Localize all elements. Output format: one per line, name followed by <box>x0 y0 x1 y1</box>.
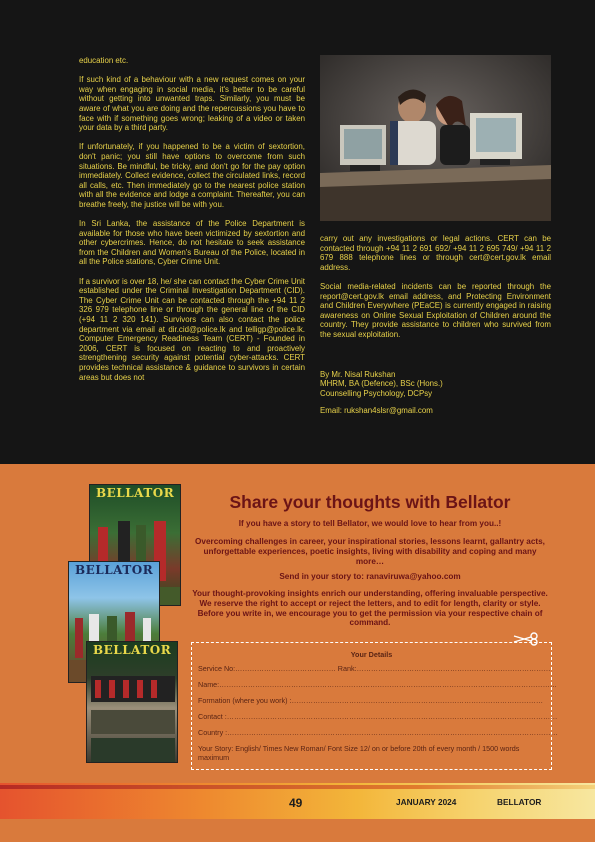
article-paragraph: Social media-related incidents can be reported through the report@cert.gov.lk email address, and Protecting Environment and Children Everywhere (PEaCE) is currently engaged in raising awareness on Online Sexual Exploitation of Children around the country. They provide assistance to children who survived from the sexual exploitation. <box>320 281 551 339</box>
contact-field[interactable]: Contact :………………………………………………………………………………………………………………………… <box>198 712 558 721</box>
cover-masthead: BELLATOR <box>93 643 172 657</box>
formation-field[interactable]: Formation (where you work) :…………………………………………………………………………………………… <box>198 696 544 705</box>
article-paragraph: In Sri Lanka, the assistance of the Police Department is available for those who have been victimized by sextortion and other cybercrimes. Hence, do not hesitate to seek assistance from the Children and Women's Bureau of the Police, located in all the Police stations, Cyber Crime Unit. <box>79 219 305 267</box>
cover-masthead: BELLATOR <box>96 486 175 500</box>
share-title: Share your thoughts with Bellator <box>229 492 511 512</box>
parade-photo <box>87 658 178 763</box>
article-photo <box>320 55 551 221</box>
author-credentials: MHRM, BA (Defence), BSc (Hons.) <box>320 379 443 389</box>
share-terms: Your thought-provoking insights enrich our understanding, offering invaluable perspective. We reserve the right to accept or reject the letters, and to edit for length, clarity or style. Before you write in, we encourage you to get the permission via your respective chain of command. <box>192 589 548 628</box>
country-field[interactable]: Country :………………………………………………………………………………………………………………………… <box>198 728 558 737</box>
man-woman-computer-illustration <box>320 55 551 221</box>
magazine-name: BELLATOR <box>497 797 542 807</box>
article-paragraph: education etc. <box>79 56 129 65</box>
author-credentials: Counselling Psychology, DCPsy <box>320 388 433 398</box>
author-block <box>320 370 551 416</box>
article-left-column <box>79 56 305 392</box>
details-form <box>191 642 558 770</box>
cover-masthead: BELLATOR <box>75 563 154 577</box>
article-right-column <box>320 234 551 416</box>
share-topics: Overcoming challenges in career, your inspirational stories, lessons learnt, gallantry acts, unforgettable experiences, poetic insights, living with disability and coping and many more… <box>195 537 545 566</box>
share-email: Send in your story to: ranaviruwa@yahoo.com <box>279 572 461 581</box>
article-paragraph: If a survivor is over 18, he/ she can contact the Cyber Crime Unit established under the Criminal Investigation Department (CID). The Cyber Crime Unit can be contacted through the +94 11 2 326 979 telephone line or through the general line of the CID (+94 11 2 320 141). Survivors can also contact the police department via email at dir.cid@police.lk and telligp@police.lk. Computer Emergency Readiness Team (CERT) - Founded in 2006, CERT is focused on reacting to and proactively strengthening security against potential cyber-attacks. CERT provides technical assistance & guidance to survivors in certain areas but does not <box>79 276 305 382</box>
form-title: Your Details <box>350 650 393 659</box>
article-paragraph: carry out any investigations or legal actions. CERT can be contacted through +94 11 2 691 692/ +94 11 2 695 749/ +94 11 2 679 888 telephone lines or through cert@cert.gov.lk email address. <box>320 234 551 272</box>
issue-date: JANUARY 2024 <box>396 797 457 807</box>
article-paragraph: If such kind of a behaviour with a new request comes on your way when engaging in social media, it's better to be careful without getting into unwanted traps. Similarly, you must be aware of what you are doing and the repercussions you have to face with if something goes wrong; leaking of a video or taken your data by a third party. <box>79 75 305 133</box>
service-no-field[interactable]: Service No:…………………………………… Rank:……………………………………………………………………… <box>198 664 551 673</box>
author-byline: By Mr. Nisal Rukshan <box>320 369 396 379</box>
story-requirements: Your Story: English/ Times New Roman/ Font Size 12/ on or before 20th of every month / 1500 words maximum <box>198 744 520 762</box>
author-email: Email: rukshan4slsr@gmail.com <box>320 406 433 416</box>
name-field[interactable]: Name:…………………………………………………………………………………………………………………………… <box>198 680 557 689</box>
page-number: 49 <box>289 796 303 810</box>
footer-bottom <box>0 819 595 842</box>
article-paragraph: If unfortunately, if you happened to be a victim of sextortion, don't panic; you still have options to overcome from such situations. Be mindful, be tricky, and don't go for the pay option immediately. Collect evidence, collect the circulated links, record all calls, etc. Then immediately go to the nearest police station with all the evidence and lodge a complaint. Thereafter, you can breathe freely, the justice will be with you. <box>79 142 305 209</box>
magazine-cover <box>86 641 178 763</box>
footer-stripe <box>0 785 595 789</box>
share-intro: If you have a story to tell Bellator, we would love to hear from you..! <box>238 519 502 528</box>
